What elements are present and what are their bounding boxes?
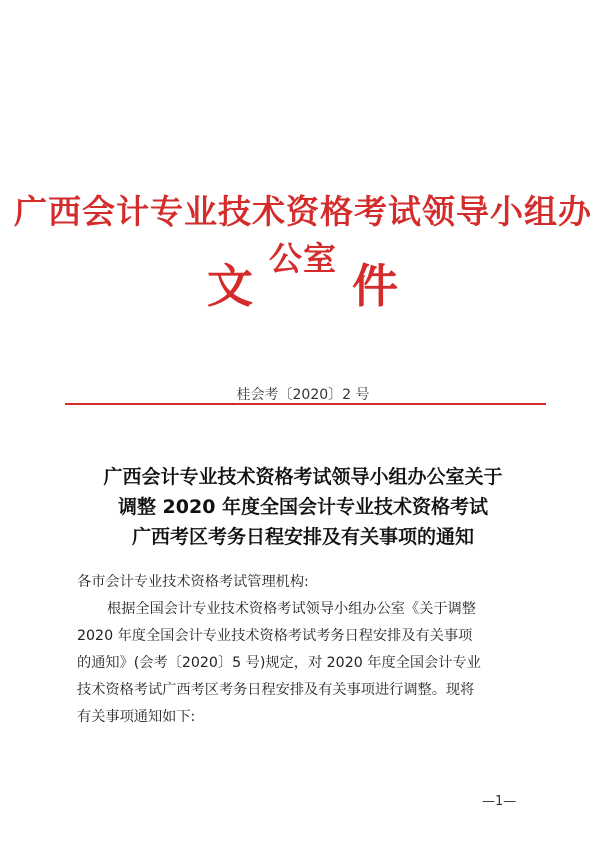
salutation: 各市会计专业技术资格考试管理机构:: [77, 574, 309, 590]
document-label-char-2: 件: [352, 259, 398, 313]
title-line-2: 调整 2020 年度全国会计专业技术资格考试: [117, 496, 489, 518]
red-divider-line: [65, 403, 546, 405]
paragraph-line-1: 根据全国会计专业技术资格考试领导小组办公室《关于调整: [107, 601, 476, 617]
document-number: 桂会考〔2020〕2 号: [236, 387, 370, 403]
paragraph-line-5: 有关事项通知如下:: [77, 709, 196, 725]
title-line-3: 广西考区考务日程安排及有关事项的通知: [131, 526, 474, 548]
issuer-heading: 广西会计专业技术资格考试领导小组办公室: [14, 192, 592, 278]
title-line-1: 广西会计专业技术资格考试领导小组办公室关于: [103, 466, 503, 488]
paragraph-line-2: 2020 年度全国会计专业技术资格考试考务日程安排及有关事项: [77, 628, 473, 644]
document-label-char-1: 文: [207, 259, 253, 313]
notice-title: [0, 462, 606, 552]
page-number: —1—: [482, 794, 517, 809]
paragraph-line-3: 的通知》(会考〔2020〕5 号)规定，对 2020 年度全国会计专业: [77, 655, 481, 671]
paragraph-line-4: 技术资格考试广西考区考务日程安排及有关事项进行调整。现将: [77, 682, 475, 698]
notice-body: [77, 569, 537, 731]
